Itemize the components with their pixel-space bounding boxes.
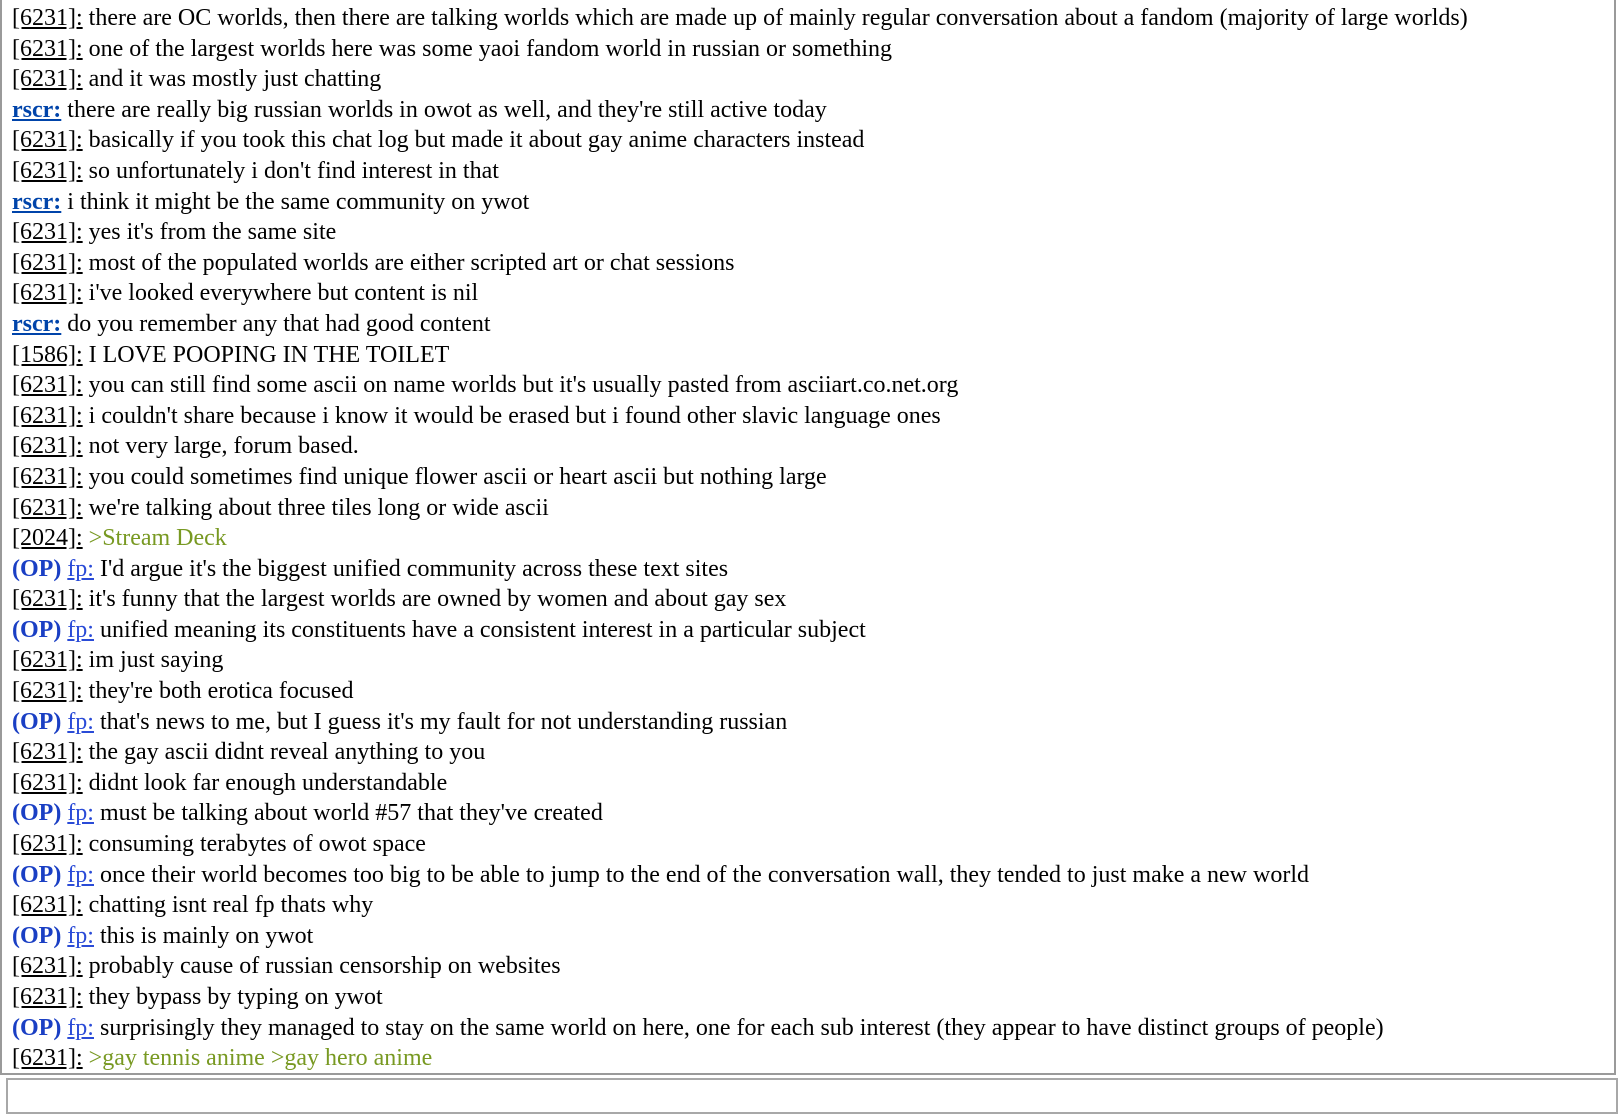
op-username-link[interactable]: fp: — [67, 1014, 94, 1041]
message-text: must be talking about world #57 that they've created — [99, 800, 603, 827]
message-text: most of the populated worlds are either scripted art or chat sessions — [88, 249, 735, 276]
chat-message — [12, 125, 1614, 156]
anon-id-link[interactable]: [6231]: — [12, 35, 83, 62]
message-text: they bypass by typing on ywot — [88, 984, 383, 1010]
op-username-link[interactable]: fp: — [67, 861, 94, 888]
chat-message — [12, 3, 1614, 34]
username-link[interactable]: rscr: — [12, 310, 62, 337]
chat-message — [12, 1043, 1614, 1074]
message-text: unified meaning its constituents have a consistent interest in a particular subject — [99, 616, 866, 643]
op-username-link[interactable]: fp: — [67, 922, 94, 949]
chat-message — [12, 737, 1614, 768]
message-text: i've looked everywhere but content is nil — [88, 280, 479, 307]
chat-message — [12, 278, 1614, 309]
chat-message — [12, 645, 1614, 676]
anon-id-link[interactable]: [6231]: — [12, 5, 83, 31]
message-text: I LOVE POOPING IN THE TOILET — [88, 341, 450, 368]
chat-message — [12, 493, 1614, 524]
chat-message — [12, 431, 1614, 462]
op-tag: (OP) — [12, 800, 62, 827]
message-text: you can still find some ascii on name worlds but it's usually pasted from asciiart.co.net.org — [88, 372, 959, 399]
chat-message — [12, 462, 1614, 493]
chat-message — [12, 860, 1614, 891]
chat-message — [12, 798, 1614, 829]
chat-message — [12, 187, 1614, 218]
message-text: consuming terabytes of owot space — [88, 831, 426, 858]
op-tag: (OP) — [12, 616, 62, 643]
anon-id-link[interactable]: [6231]: — [12, 494, 83, 521]
chat-message — [12, 1013, 1614, 1044]
chat-message — [12, 554, 1614, 585]
anon-id-link[interactable]: [6231]: — [12, 433, 83, 460]
anon-id-link[interactable]: [6231]: — [12, 769, 83, 796]
op-tag: (OP) — [12, 922, 62, 949]
message-text: not very large, forum based. — [88, 433, 359, 460]
message-list — [12, 3, 1614, 1074]
message-text: yes it's from the same site — [88, 219, 337, 246]
chat-message — [12, 64, 1614, 95]
chat-message — [12, 523, 1614, 554]
anon-id-link[interactable]: [6231]: — [12, 984, 83, 1010]
message-text: that's news to me, but I guess it's my fault for not understanding russian — [99, 708, 788, 735]
chat-message — [12, 951, 1614, 982]
message-text: this is mainly on ywot — [99, 922, 314, 949]
message-text: chatting isnt real fp thats why — [88, 892, 374, 919]
anon-id-link[interactable]: [6231]: — [12, 372, 83, 399]
chat-message — [12, 615, 1614, 646]
op-username-link[interactable]: fp: — [67, 708, 94, 735]
chat-message — [12, 921, 1614, 952]
message-text: surprisingly they managed to stay on the same world on here, one for each sub interest (they appear to have distinct groups of people) — [99, 1014, 1384, 1041]
message-text: we're talking about three tiles long or wide ascii — [88, 494, 549, 521]
chat-message — [12, 217, 1614, 248]
op-tag: (OP) — [12, 555, 62, 582]
anon-id-link[interactable]: [6231]: — [12, 402, 83, 429]
chat-message — [12, 676, 1614, 707]
message-text: didnt look far enough understandable — [88, 769, 448, 796]
message-text: once their world becomes too big to be able to jump to the end of the conversation wall, they tended to just make a new world — [99, 861, 1309, 888]
chat-message — [12, 248, 1614, 279]
chat-message — [12, 156, 1614, 187]
username-link[interactable]: rscr: — [12, 96, 62, 123]
message-text: there are OC worlds, then there are talking worlds which are made up of mainly regular conversation about a fandom (majority of large worlds) — [88, 5, 1468, 31]
anon-id-link[interactable]: [6231]: — [12, 831, 83, 858]
message-text: i couldn't share because i know it would be erased but i found other slavic language ones — [88, 402, 941, 429]
chat-message — [12, 95, 1614, 126]
anon-id-link[interactable]: [6231]: — [12, 647, 83, 674]
message-text: the gay ascii didnt reveal anything to you — [88, 739, 486, 766]
anon-id-link[interactable]: [6231]: — [12, 739, 83, 766]
chat-message — [12, 309, 1614, 340]
anon-id-link[interactable]: [6231]: — [12, 1045, 83, 1072]
anon-id-link[interactable]: [6231]: — [12, 157, 83, 184]
message-text: i think it might be the same community on ywot — [67, 188, 530, 215]
anon-id-link[interactable]: [6231]: — [12, 249, 83, 276]
message-text: it's funny that the largest worlds are owned by women and about gay sex — [88, 586, 787, 613]
anon-id-link[interactable]: [6231]: — [12, 953, 83, 980]
chat-message — [12, 340, 1614, 371]
username-link[interactable]: rscr: — [12, 188, 62, 215]
message-text: so unfortunately i don't find interest in that — [88, 157, 499, 184]
chat-input[interactable] — [6, 1078, 1618, 1114]
message-text: one of the largest worlds here was some yaoi fandom world in russian or something — [88, 35, 893, 62]
anon-id-link[interactable]: [2024]: — [12, 525, 83, 552]
anon-id-link[interactable]: [6231]: — [12, 892, 83, 919]
chat-message — [12, 982, 1614, 1013]
anon-id-link[interactable]: [6231]: — [12, 280, 83, 307]
message-text: there are really big russian worlds in owot as well, and they're still active today — [67, 96, 827, 123]
op-tag: (OP) — [12, 861, 62, 888]
message-text: im just saying — [88, 647, 224, 674]
op-tag: (OP) — [12, 1014, 62, 1041]
chat-message — [12, 768, 1614, 799]
anon-id-link[interactable]: [6231]: — [12, 463, 83, 490]
message-text: do you remember any that had good content — [67, 310, 491, 337]
anon-id-link[interactable]: [6231]: — [12, 586, 83, 613]
op-tag: (OP) — [12, 708, 62, 735]
op-username-link[interactable]: fp: — [67, 800, 94, 827]
anon-id-link[interactable]: [6231]: — [12, 127, 83, 154]
chat-message — [12, 829, 1614, 860]
anon-id-link[interactable]: [1586]: — [12, 341, 83, 368]
chat-message — [12, 401, 1614, 432]
greentext: >gay tennis anime >gay hero anime — [88, 1045, 433, 1072]
chat-message — [12, 34, 1614, 65]
chat-message — [12, 370, 1614, 401]
anon-id-link[interactable]: [6231]: — [12, 219, 83, 246]
chat-message — [12, 890, 1614, 921]
message-text: probably cause of russian censorship on websites — [88, 953, 561, 980]
op-username-link[interactable]: fp: — [67, 616, 94, 643]
message-text: you could sometimes find unique flower ascii or heart ascii but nothing large — [88, 463, 827, 490]
message-text: basically if you took this chat log but made it about gay anime characters instead — [88, 127, 865, 154]
chat-message — [12, 707, 1614, 738]
chat-message — [12, 584, 1614, 615]
message-text: I'd argue it's the biggest unified community across these text sites — [99, 555, 729, 582]
message-text: and it was mostly just chatting — [88, 66, 382, 93]
greentext: >Stream Deck — [88, 525, 227, 552]
anon-id-link[interactable]: [6231]: — [12, 66, 83, 93]
op-username-link[interactable]: fp: — [67, 555, 94, 582]
message-text: they're both erotica focused — [88, 678, 354, 705]
anon-id-link[interactable]: [6231]: — [12, 678, 83, 705]
